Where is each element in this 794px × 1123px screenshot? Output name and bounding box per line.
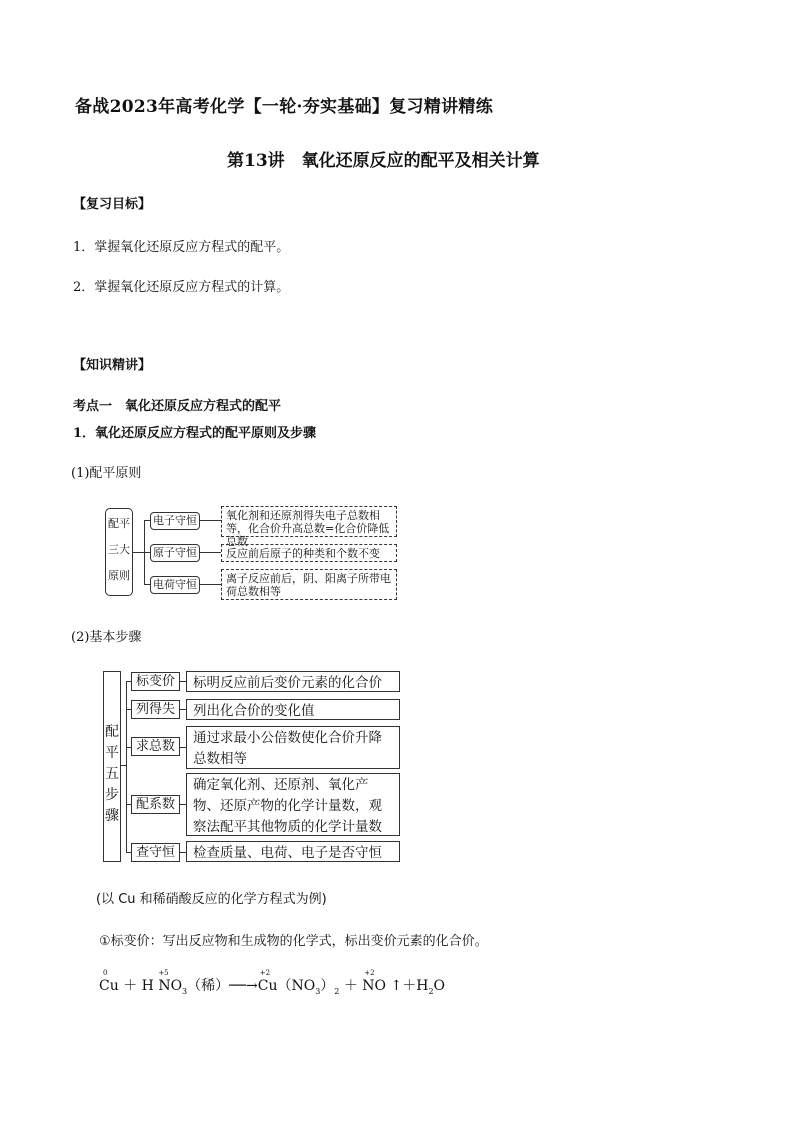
gas-arrow-icon: ↑ — [390, 978, 403, 994]
eq-token: （稀） — [187, 978, 230, 994]
step-coefficients: 配系数 — [131, 795, 180, 814]
principles-root — [105, 508, 133, 596]
eq-token: NO — [362, 978, 387, 994]
branch-atom: 原子守恒 — [150, 544, 200, 562]
eq-token: O — [170, 978, 183, 994]
step-mark-valence: 标变价 — [131, 672, 180, 691]
eq-token: ＋ — [123, 978, 138, 994]
desc-find-total: 通过求最小公倍数使化合价升降总数相等 — [186, 726, 400, 769]
review-goals-heading: 【复习目标】 — [73, 197, 152, 212]
review-goal-item: 1．掌握氧化还原反应方程式的配平。 — [73, 240, 290, 255]
eq-token: N — [158, 978, 171, 994]
step1-number: ① — [99, 934, 111, 949]
steps-label: (2)基本步骤 — [71, 630, 142, 645]
point-1-heading: 考点一 氧化还原反应方程式的配平 — [73, 399, 282, 414]
desc-charge: 离子反应前后，阴、阳离子所带电荷总数相等 — [221, 569, 397, 600]
eq-token: 2 — [428, 986, 434, 996]
valence-no: +2 — [364, 969, 375, 977]
valence-cu2: +2 — [259, 969, 271, 977]
root-char: 平 — [105, 745, 119, 761]
branch-charge: 电荷守恒 — [150, 576, 200, 594]
eq-token: H — [416, 978, 429, 994]
step1-text: 标变价：写出反应物和生成物的化学式，标出变价元素的化合价。 — [110, 934, 488, 949]
step1-line — [99, 930, 488, 949]
knowledge-heading: 【知识精讲】 — [73, 358, 152, 373]
desc-electron: 氧化剂和还原剂得失电子总数相等，化合价升高总数=化合价降低总数 — [221, 506, 397, 537]
eq-token: ＋ — [343, 978, 358, 994]
eq-token: ＋ — [402, 978, 417, 994]
page-title: 备战2023年高考化学【一轮·夯实基础】复习精讲精练 — [75, 97, 494, 117]
eq-token: （NO — [277, 978, 316, 994]
principles-label: (1)配平原则 — [71, 466, 142, 481]
eq-token: Cu — [257, 978, 278, 994]
sub-1-heading: 1．氧化还原反应方程式的配平原则及步骤 — [73, 426, 317, 441]
step-check: 查守恒 — [131, 843, 180, 862]
desc-mark-valence: 标明反应前后变价元素的化合价 — [186, 671, 400, 692]
eq-token: H — [141, 978, 154, 994]
valence-n: +5 — [158, 969, 169, 977]
review-goal-item: 2．掌握氧化还原反应方程式的计算。 — [73, 280, 290, 295]
eq-token: 3 — [315, 986, 321, 996]
root-char: 配 — [105, 724, 119, 740]
eq-token: Cu — [99, 978, 119, 994]
page-subtitle: 第13讲 氧化还原反应的配平及相关计算 — [227, 151, 540, 171]
example-intro: (以 Cu 和稀硝酸反应的化学方程式为例) — [96, 892, 327, 907]
valence-cu: 0 — [103, 969, 108, 977]
eq-token: 2 — [334, 986, 340, 996]
desc-coefficients: 确定氧化剂、还原剂、氧化产物、还原产物的化学计量数，观察法配平其他物质的化学计量数 — [186, 773, 400, 836]
branch-electron: 电子守恒 — [150, 512, 200, 530]
redox-equation — [99, 969, 446, 996]
root-char: 原则 — [108, 569, 130, 582]
eq-token: ） — [320, 978, 335, 994]
desc-list-change: 列出化合价的变化值 — [186, 699, 400, 720]
root-char: 三大 — [108, 543, 130, 556]
desc-check: 检查质量、电荷、电子是否守恒 — [186, 841, 400, 862]
step-find-total: 求总数 — [131, 737, 180, 756]
step-list-change: 列得失 — [131, 700, 180, 719]
eq-token: 3 — [182, 986, 188, 996]
root-char: 配平 — [108, 517, 130, 530]
root-char: 骤 — [105, 808, 119, 824]
desc-atom: 反应前后原子的种类和个数不变 — [221, 544, 397, 562]
eq-token: O — [433, 978, 446, 994]
root-char: 步 — [105, 787, 119, 803]
root-char: 五 — [105, 766, 119, 782]
steps-root — [103, 671, 121, 862]
eq-token: ──→ — [229, 978, 258, 994]
